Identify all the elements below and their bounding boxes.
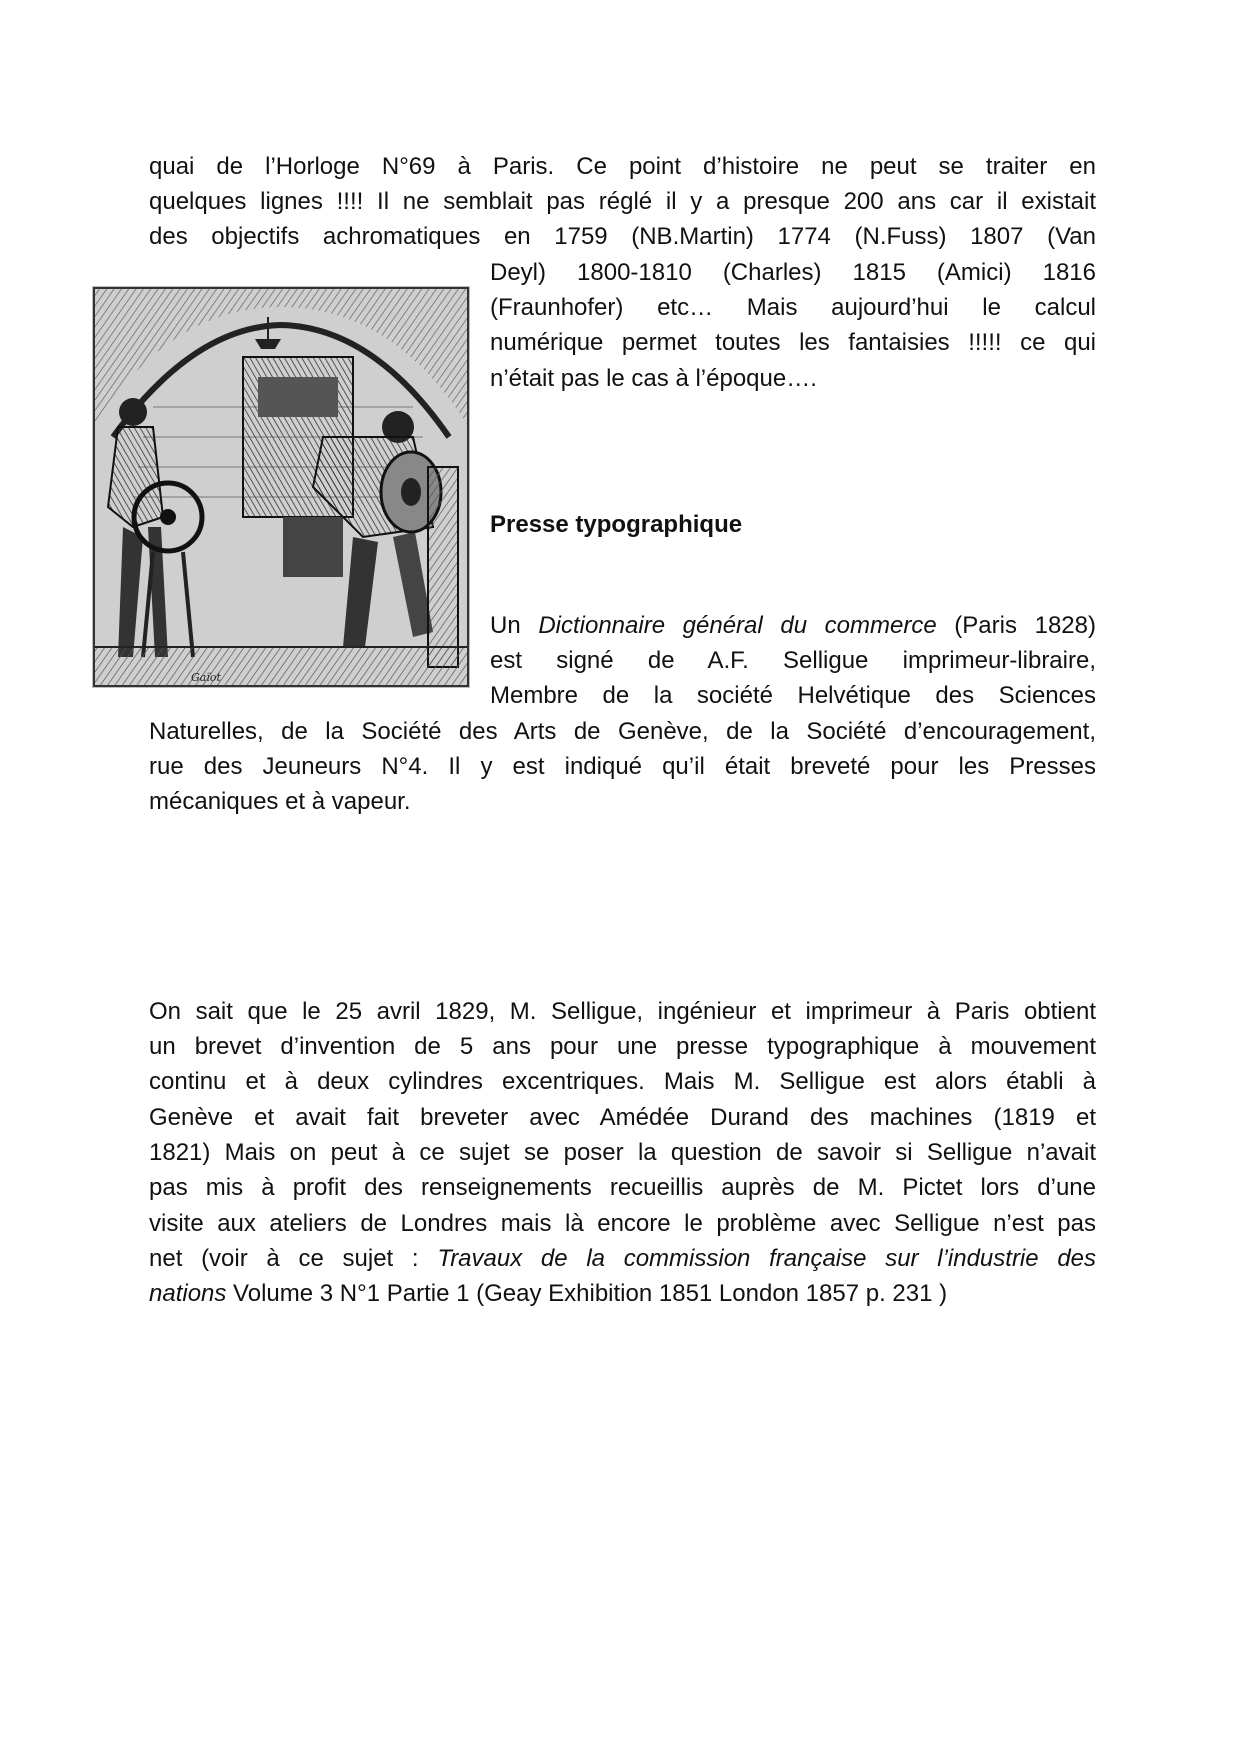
para1-line-4: Deyl) 1800-1810 (Charles) 1815 (Amici) 1816 bbox=[490, 259, 1096, 286]
para2-line-3: Membre de la société Helvétique des Sciences bbox=[490, 682, 1096, 709]
para3-line-9 bbox=[149, 1279, 1096, 1309]
para2-line-1 bbox=[490, 611, 1096, 641]
para1-line-6: numérique permet toutes les fantaisies !!!!! ce qui bbox=[490, 329, 1096, 356]
para3-reference-title-part-2: nations bbox=[149, 1280, 227, 1307]
para3-line-1: On sait que le 25 avril 1829, M. Selligue, ingénieur et imprimeur à Paris obtient bbox=[149, 998, 1096, 1025]
para1-line-5: (Fraunhofer) etc… Mais aujourd’hui le calcul bbox=[490, 294, 1096, 321]
para3-line-5: 1821) Mais on peut à ce sujet se poser la question de savoir si Selligue n’avait bbox=[149, 1139, 1096, 1166]
para3-line-8 bbox=[149, 1244, 1096, 1274]
para2-line-1-pre: Un bbox=[490, 612, 539, 639]
para3-line-4: Genève et avait fait breveter avec Amédée Durand des machines (1819 et bbox=[149, 1104, 1096, 1131]
para2-line-2: est signé de A.F. Selligue imprimeur-libraire, bbox=[490, 647, 1096, 674]
engraving-workshop-illustration-icon bbox=[93, 287, 469, 687]
para3-line-9-post: Volume 3 N°1 Partie 1 (Geay Exhibition 1851 London 1857 p. 231 ) bbox=[226, 1280, 948, 1307]
section-heading: Presse typographique bbox=[490, 511, 743, 538]
para3-line-3: continu et à deux cylindres excentriques. Mais M. Selligue est alors établi à bbox=[149, 1068, 1096, 1095]
para2-line-4: Naturelles, de la Société des Arts de Genève, de la Société d’encouragement, bbox=[149, 718, 1096, 745]
para1-line-3: des objectifs achromatiques en 1759 (NB.Martin) 1774 (N.Fuss) 1807 (Van bbox=[149, 223, 1096, 250]
para3-reference-title-part-1: Travaux de la commission française sur l’industrie des bbox=[437, 1245, 1097, 1272]
para3-line-8-pre: net (voir à ce sujet : bbox=[149, 1245, 438, 1272]
para3-line-2: un brevet d’invention de 5 ans pour une presse typographique à mouvement bbox=[149, 1033, 1096, 1060]
para1-line-2: quelques lignes !!!! Il ne semblait pas réglé il y a presque 200 ans car il existait bbox=[149, 188, 1096, 215]
para3-line-6: pas mis à profit des renseignements recueillis auprès de M. Pictet lors d’une bbox=[149, 1174, 1096, 1201]
para1-line-1: quai de l’Horloge N°69 à Paris. Ce point d’histoire ne peut se traiter en bbox=[149, 153, 1096, 180]
para2-line-6: mécaniques et à vapeur. bbox=[149, 788, 411, 815]
workshop-engraving-image bbox=[92, 286, 470, 688]
para2-line-5: rue des Jeuneurs N°4. Il y est indiqué qu’il était breveté pour les Presses bbox=[149, 753, 1096, 780]
para2-dictionary-title: Dictionnaire général du commerce bbox=[538, 612, 937, 639]
para3-line-7: visite aux ateliers de Londres mais là encore le problème avec Selligue n’est pas bbox=[149, 1210, 1096, 1237]
para1-line-7: n’était pas le cas à l’époque…. bbox=[490, 365, 817, 392]
engraving-signature: Gaïot bbox=[191, 671, 221, 684]
para2-line-1-post: (Paris 1828) bbox=[936, 612, 1096, 639]
